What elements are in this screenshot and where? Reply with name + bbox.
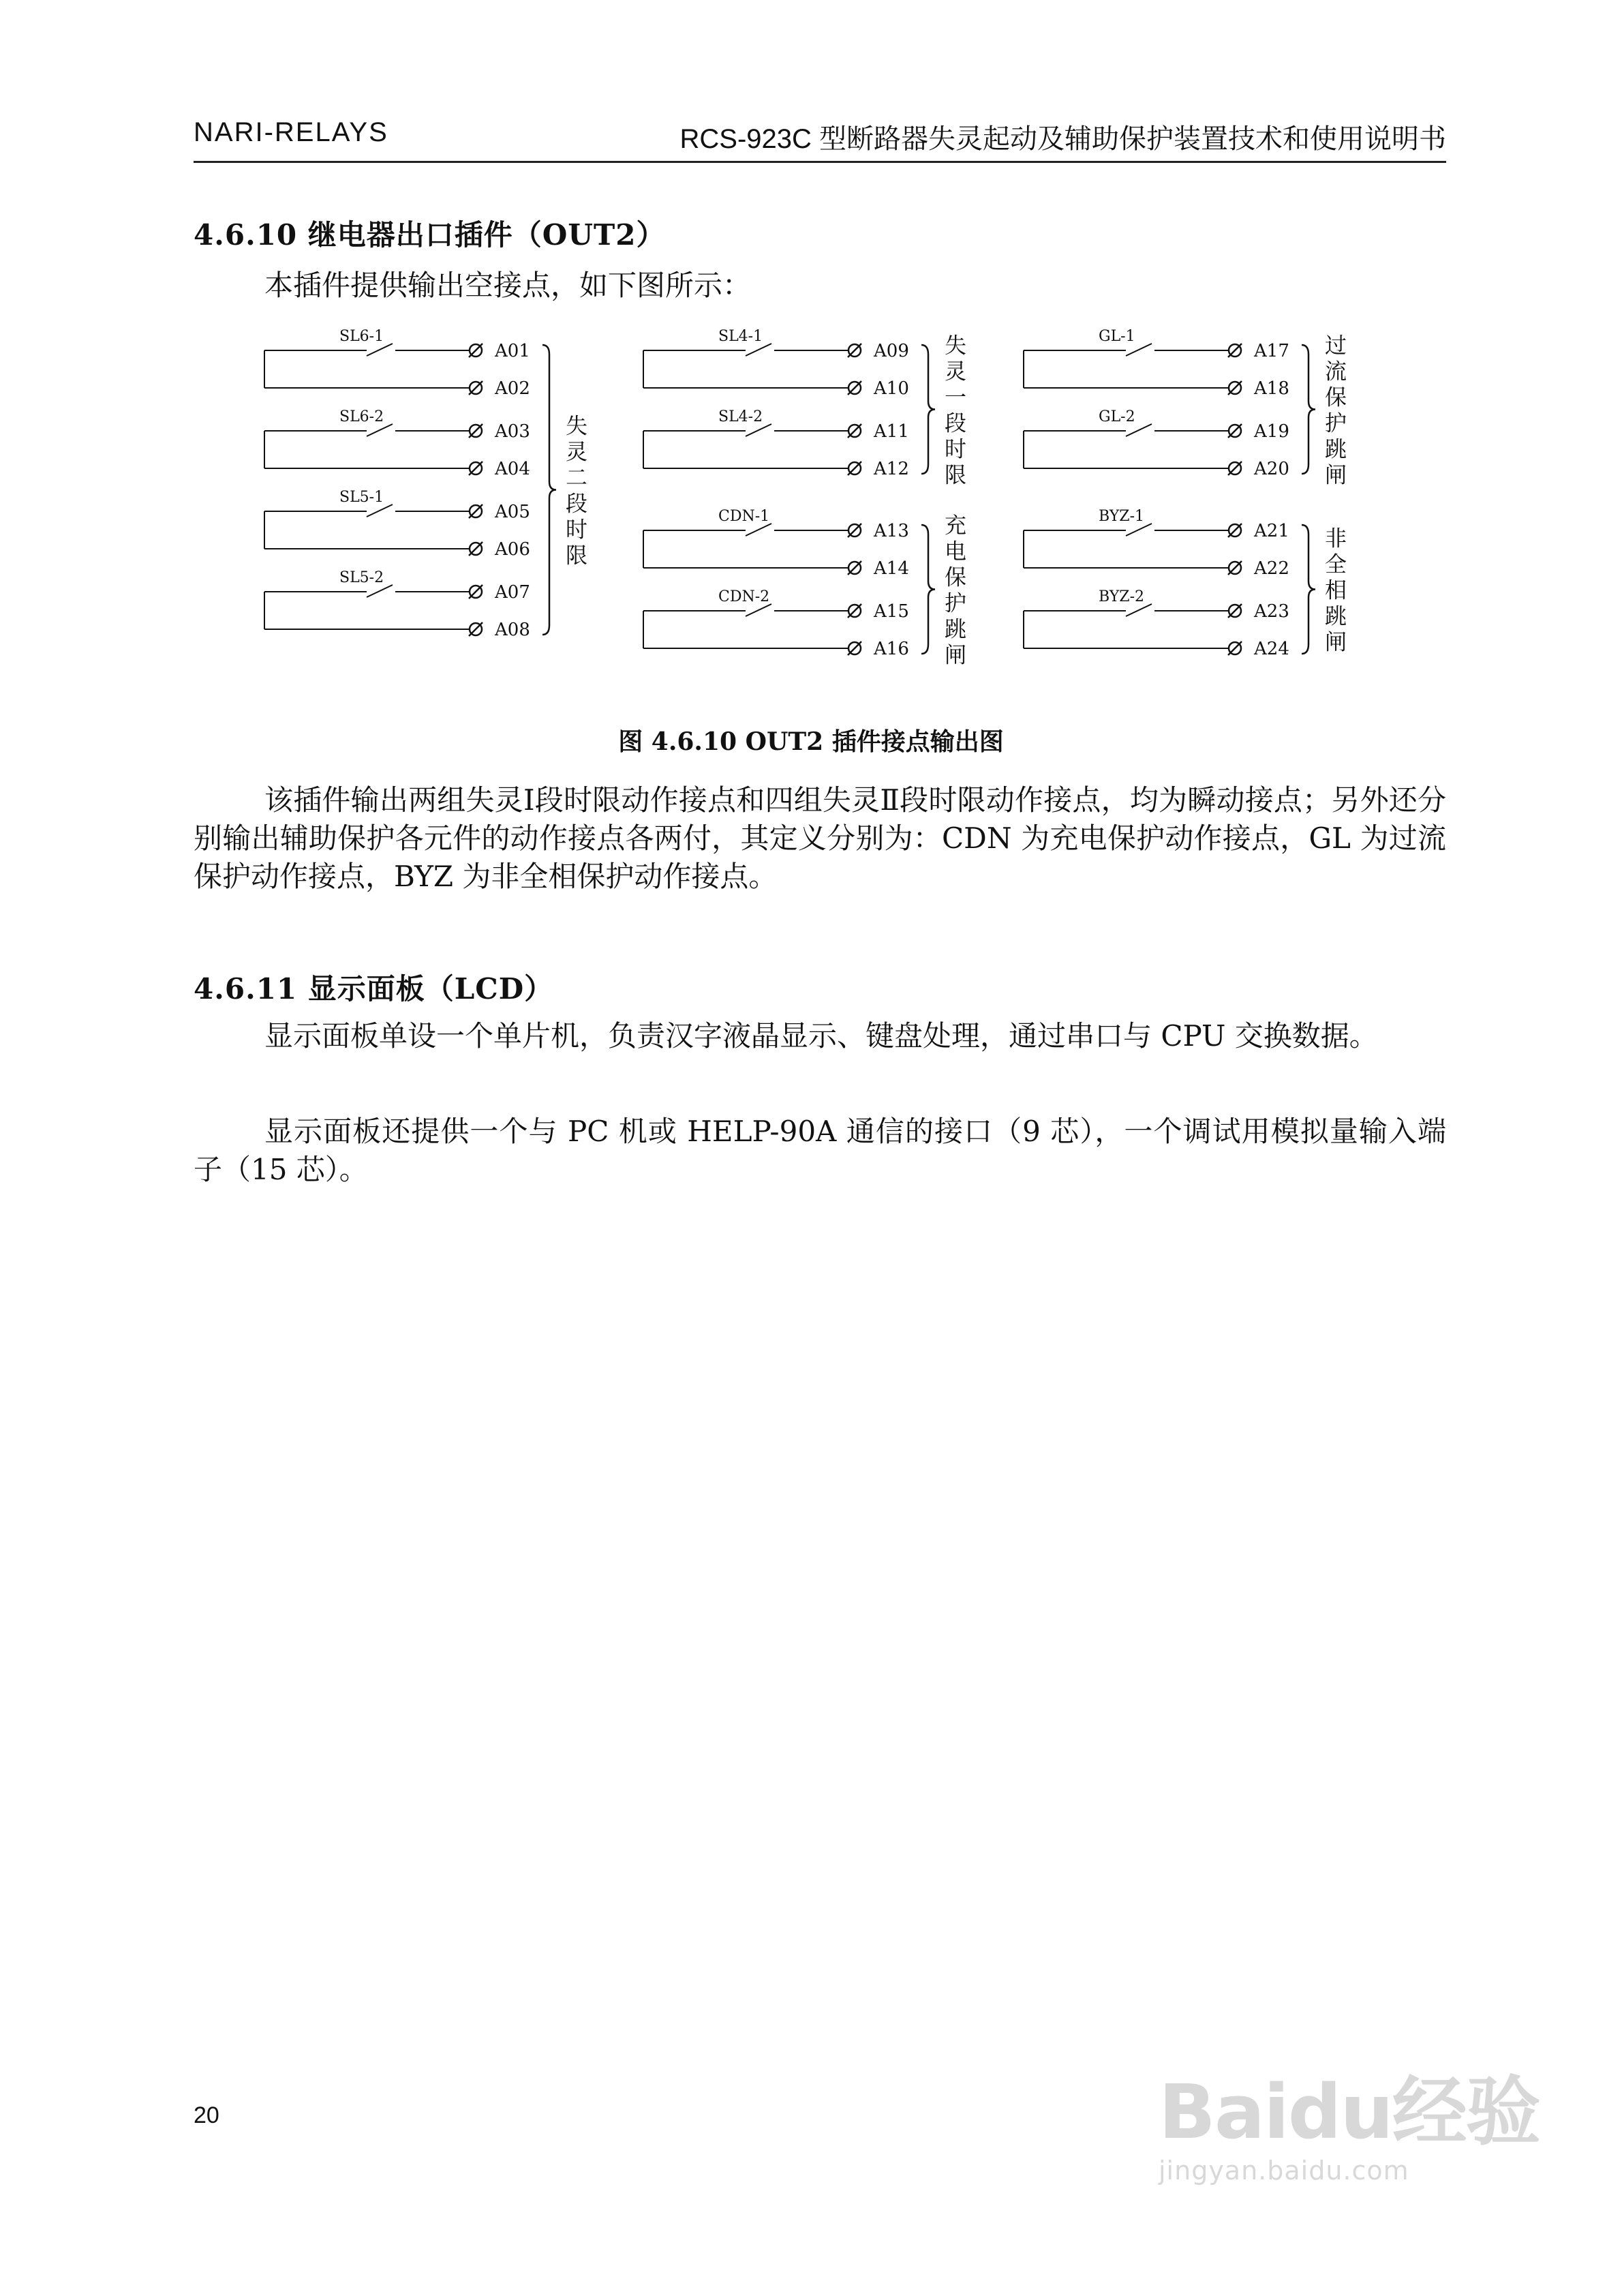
contact-label: SL5-1: [339, 489, 384, 506]
group-brace: [921, 525, 935, 654]
group-label-char: 限: [566, 542, 588, 569]
group-label-char: 保: [945, 564, 967, 590]
contact-label: SL5-2: [339, 569, 384, 586]
group-label-char: 段: [566, 490, 588, 517]
group-label-char: 时: [945, 436, 967, 462]
pin-label: A01: [495, 341, 530, 361]
switch-blade: [367, 344, 393, 356]
pin-label: A14: [874, 558, 909, 579]
pin-label: A05: [495, 502, 530, 522]
group-label-char: 闸: [945, 641, 967, 668]
group-label-char: 全: [1325, 551, 1347, 577]
switch-blade: [746, 524, 771, 536]
group-label-char: 限: [945, 462, 967, 488]
contact-label: SL6-1: [339, 328, 384, 345]
switch-blade: [367, 585, 393, 597]
group-label-char: 护: [945, 590, 967, 616]
group-brace: [1302, 525, 1315, 654]
contact-label: CDN-1: [718, 508, 770, 525]
header-rule: [194, 161, 1446, 163]
pin-label: A18: [1254, 378, 1289, 399]
group-label-char: 跳: [945, 616, 967, 642]
group-brace: [1302, 345, 1315, 474]
group-label-char: 段: [945, 410, 967, 436]
group-label-char: 非: [1325, 525, 1347, 552]
pin-label: A10: [874, 378, 909, 399]
pin-label: A02: [495, 378, 530, 399]
pin-label: A21: [1254, 521, 1289, 541]
pin-label: A16: [874, 639, 909, 659]
switch-blade: [367, 504, 393, 517]
baidu-watermark: [1159, 2052, 1540, 2186]
figure-caption: 图 4.6.10 OUT2 插件接点输出图: [618, 727, 1004, 756]
pin-label: A24: [1254, 639, 1289, 659]
switch-blade: [1126, 424, 1152, 436]
group-label-char: 闸: [1325, 629, 1347, 655]
out2-contact-diagram: [252, 314, 1370, 695]
paragraph-lcd-interfaces: 显示面板还提供一个与 PC 机或 HELP-90A 通信的接口（9 芯），一个调试用模拟量输入端子（15 芯）。: [194, 1115, 1446, 1186]
switch-blade: [1126, 604, 1152, 616]
switch-blade: [746, 344, 771, 356]
switch-blade: [746, 604, 771, 616]
paragraph-contacts-description: 该插件输出两组失灵Ⅰ段时限动作接点和四组失灵Ⅱ段时限动作接点，均为瞬动接点；另外还分别输出辅助保护各元件的动作接点各两付，其定义分别为：CDN 为充电保护动作接点，GL 为过流保护动作接点，BYZ 为非全相保护动作接点。: [194, 783, 1446, 893]
group-label-char: 失: [945, 332, 967, 359]
section-title-out2: 4.6.10 继电器出口插件（OUT2）: [194, 218, 666, 252]
group-label-char: 跳: [1325, 436, 1347, 462]
pin-label: A17: [1254, 341, 1289, 361]
switch-blade: [367, 424, 393, 436]
paragraph-lcd-mcu: 显示面板单设一个单片机，负责汉字液晶显示、键盘处理，通过串口与 CPU 交换数据。: [264, 1019, 1378, 1053]
group-label-char: 一: [945, 384, 967, 410]
pin-label: A11: [874, 421, 909, 442]
group-label-char: 过: [1325, 332, 1347, 359]
group-label-char: 保: [1325, 384, 1347, 410]
group-brace: [542, 345, 556, 635]
header-doc-title: RCS-923C 型断路器失灵起动及辅助保护装置技术和使用说明书: [679, 124, 1446, 154]
group-label-char: 失: [566, 412, 588, 439]
group-label-char: 电: [945, 538, 967, 564]
pin-label: A07: [495, 582, 530, 603]
switch-blade: [746, 424, 771, 436]
contact-label: SL4-1: [718, 328, 763, 345]
page-number: 20: [194, 2102, 219, 2128]
pin-label: A20: [1254, 459, 1289, 479]
pin-label: A08: [495, 620, 530, 640]
group-label-char: 充: [945, 512, 967, 539]
contact-label: SL6-2: [339, 408, 384, 425]
group-label-char: 时: [566, 516, 588, 543]
group-label-char: 灵: [945, 358, 967, 384]
pin-label: A23: [1254, 601, 1289, 622]
section-title-lcd: 4.6.11 显示面板（LCD）: [194, 972, 554, 1006]
contact-label: BYZ-1: [1099, 508, 1145, 525]
header-brand: NARI-RELAYS: [194, 117, 388, 147]
pin-label: A19: [1254, 421, 1289, 442]
pin-label: A06: [495, 539, 530, 560]
watermark-logo: Baidu经验: [1159, 2068, 1540, 2156]
pin-label: A15: [874, 601, 909, 622]
pin-label: A04: [495, 459, 530, 479]
group-brace: [921, 345, 935, 474]
pin-label: A12: [874, 459, 909, 479]
group-label-char: 相: [1325, 577, 1347, 603]
group-label-char: 护: [1325, 410, 1347, 436]
contact-label: GL-2: [1099, 408, 1135, 425]
contact-label: SL4-2: [718, 408, 763, 425]
contact-label: GL-1: [1099, 328, 1135, 345]
group-label-char: 灵: [566, 438, 588, 465]
pin-label: A03: [495, 421, 530, 442]
watermark-url: jingyan.baidu.com: [1159, 2156, 1409, 2186]
switch-blade: [1126, 524, 1152, 536]
pin-label: A09: [874, 341, 909, 361]
pin-label: A22: [1254, 558, 1289, 579]
group-label-char: 二: [566, 464, 588, 491]
section-intro: 本插件提供输出空接点，如下图所示：: [264, 269, 752, 302]
switch-blade: [1126, 344, 1152, 356]
group-label-char: 流: [1325, 358, 1347, 384]
group-label-char: 闸: [1325, 462, 1347, 488]
contact-label: BYZ-2: [1099, 588, 1145, 605]
contact-label: CDN-2: [718, 588, 770, 605]
pin-label: A13: [874, 521, 909, 541]
group-label-char: 跳: [1325, 603, 1347, 629]
